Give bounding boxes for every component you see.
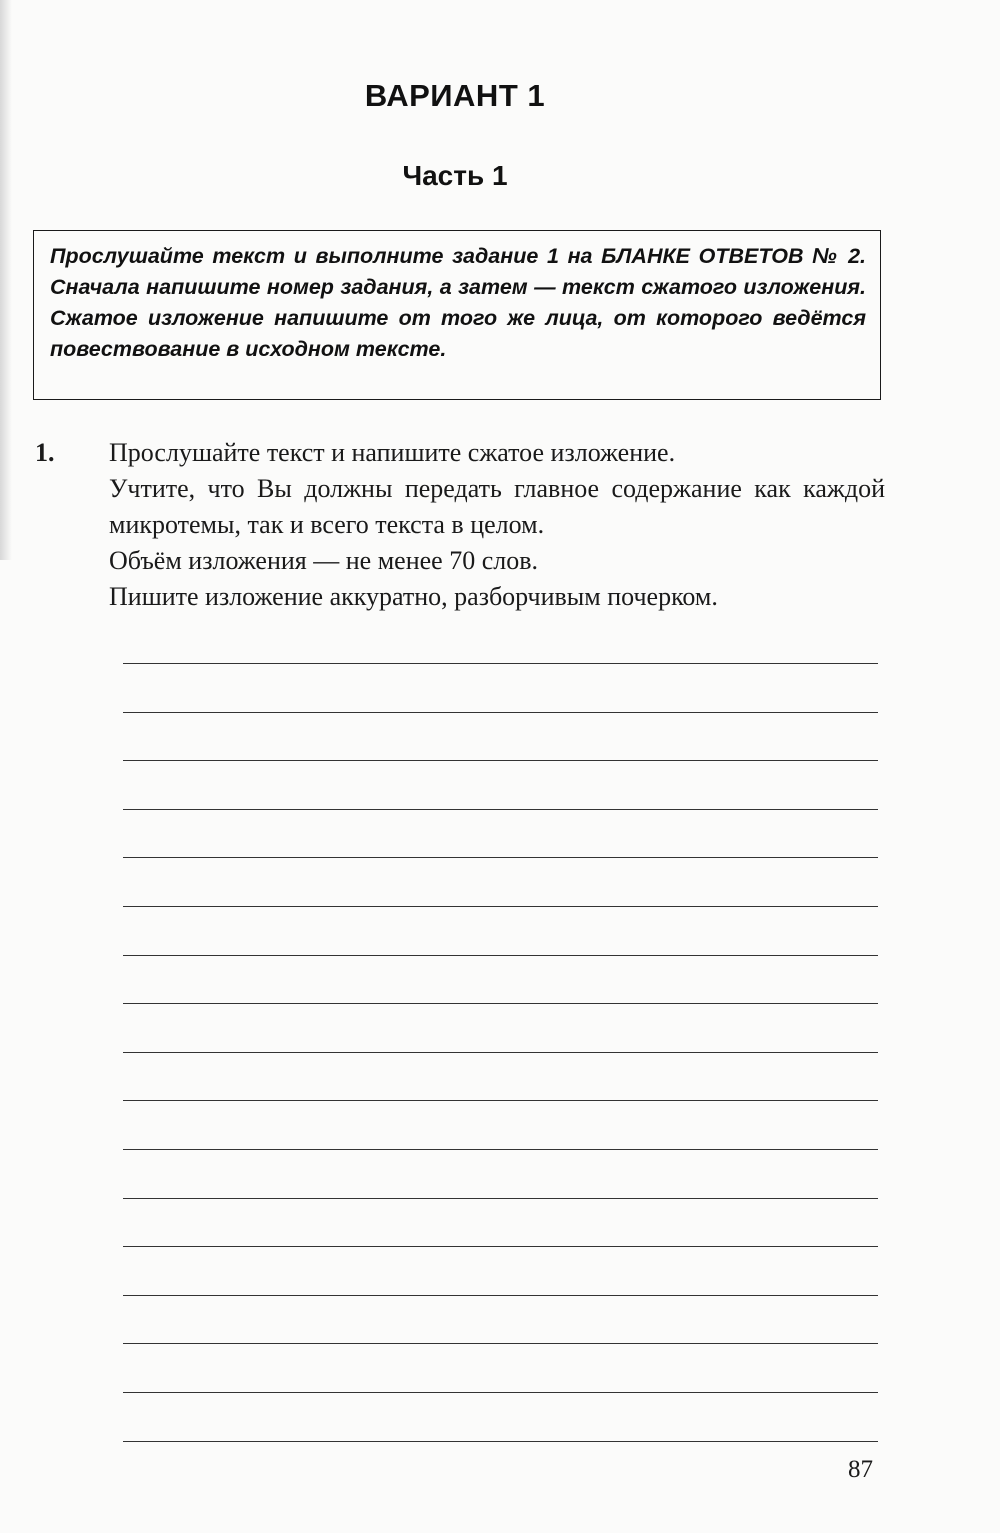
answer-line[interactable] [123, 809, 878, 810]
task-line-handwriting: Пишите изложение аккуратно, разборчивым почерком. [109, 582, 718, 611]
answer-line[interactable] [123, 1392, 878, 1393]
answer-line[interactable] [123, 906, 878, 907]
answer-line[interactable] [123, 1052, 878, 1053]
answer-line[interactable] [123, 1441, 878, 1442]
answer-line[interactable] [123, 1198, 878, 1199]
instruction-box [33, 230, 881, 400]
instruction-text: Прослушайте текст и выполните задание 1 на БЛАНКЕ ОТВЕТОВ № 2. Сначала напишите номер задания, а затем — текст сжатого изложения. Сжатое изложение напишите от того же лица, от которого ведётся повествование в исходном тексте. [50, 244, 866, 361]
variant-title: ВАРИАНТ 1 [364, 78, 546, 113]
answer-line[interactable] [123, 760, 878, 761]
task-number: 1. [35, 438, 55, 467]
answer-line[interactable] [123, 663, 878, 664]
answer-line[interactable] [123, 1149, 878, 1150]
task-line-volume: Объём изложения — не менее 70 слов. [109, 546, 538, 575]
answer-line[interactable] [123, 857, 878, 858]
answer-line[interactable] [123, 1003, 878, 1004]
answer-line[interactable] [123, 712, 878, 713]
task-body [109, 435, 885, 615]
answer-line[interactable] [123, 1343, 878, 1344]
page-number: 87 [848, 1456, 873, 1483]
answer-line[interactable] [123, 1100, 878, 1101]
answer-lines [123, 663, 878, 1489]
task-line-content: Учтите, что Вы должны передать главное содержание как каждой микротемы, так и всего текста в целом. [109, 474, 885, 539]
answer-line[interactable] [123, 1295, 878, 1296]
answer-line[interactable] [123, 955, 878, 956]
part-title: Часть 1 [402, 160, 508, 191]
task-line-listen: Прослушайте текст и напишите сжатое изложение. [109, 438, 676, 467]
answer-line[interactable] [123, 1246, 878, 1247]
